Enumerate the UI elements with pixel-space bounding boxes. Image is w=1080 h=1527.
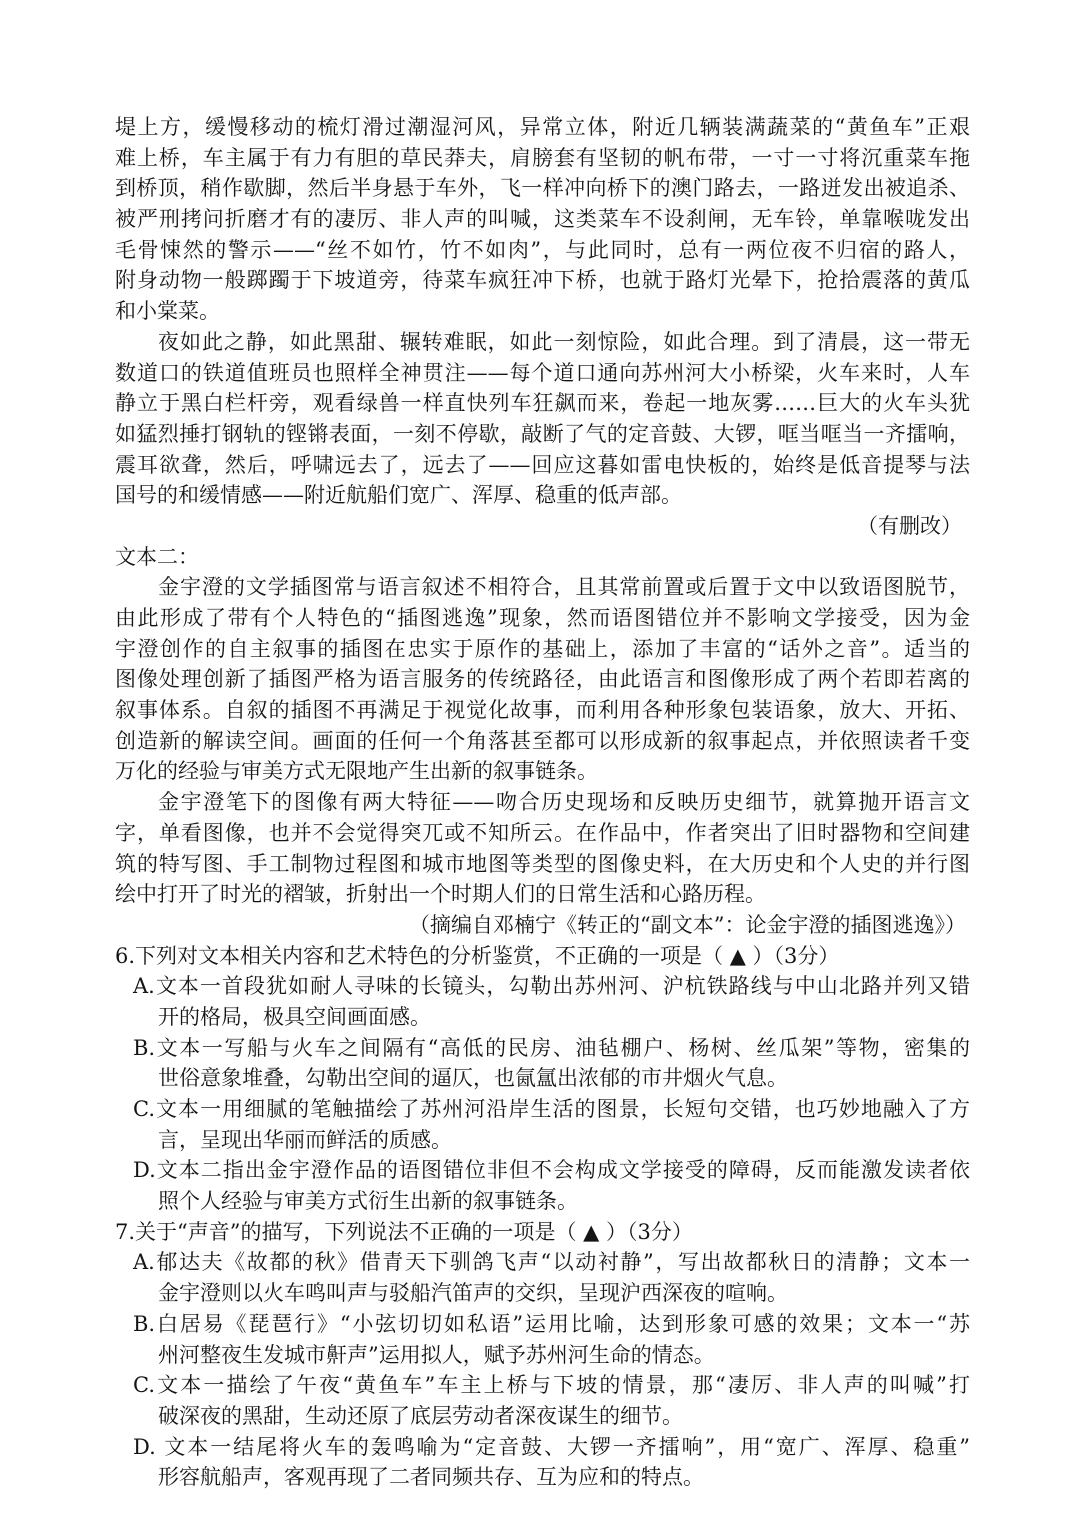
- text-line: 毛骨悚然的警示——“丝不如竹，竹不如肉”，与此同时，总有一两位夜不归宿的路人，: [115, 237, 970, 262]
- option-line: 开的格局，极具空间画面感。: [158, 1004, 431, 1029]
- option-a[interactable]: [115, 971, 970, 1032]
- option-line: 世俗意象堆叠，勾勒出空间的逼仄，也氤氲出浓郁的市井烟火气息。: [158, 1066, 788, 1091]
- option-line: B.白居易《琵琶行》“小弦切切如私语”运用比喻，达到形象可感的效果；文本一“苏: [133, 1311, 970, 1336]
- text-line: 和小棠菜。: [115, 299, 220, 324]
- text-line: 附身动物一般踯躅于下坡道旁，待菜车疯狂冲下桥，也就于路灯光晕下，抢拾震落的黄瓜: [115, 268, 970, 293]
- option-line: 州河整夜生发城市鼾声”运用拟人，赋予苏州河生命的情态。: [158, 1342, 715, 1367]
- option-line: 形容航船声，客观再现了二者同频共存、互为应和的特点。: [158, 1465, 704, 1490]
- text-one-paragraph-1: [115, 112, 970, 327]
- abridged-note: （有删改）: [857, 513, 962, 538]
- option-c[interactable]: [115, 1370, 970, 1431]
- text-line: 到桥顶，稍作歇脚，然后半身悬于车外，飞一样冲向桥下的澳门路去，一路迸发出被追杀、: [115, 176, 970, 201]
- option-d[interactable]: [115, 1432, 970, 1493]
- text-line: 创造新的解读空间。画面的任何一个角落甚至都可以形成新的叙事起点，并依照读者千变: [115, 728, 970, 753]
- text-line: 字，单看图像，也并不会觉得突兀或不知所云。在作品中，作者突出了旧时器物和空间建: [115, 820, 970, 845]
- text-line: 筑的特写图、手工制物过程图和城市地图等类型的图像史料，在大历史和个人史的并行图: [115, 851, 970, 876]
- text-line: 被严刑拷问折磨才有的凄厉、非人声的叫喊，这类菜车不设刹闸，无车铃，单靠喉咙发出: [115, 207, 970, 232]
- option-d[interactable]: [115, 1155, 970, 1216]
- text-two-paragraph-2: [115, 787, 970, 910]
- text-two-heading: 文本二：: [115, 544, 199, 569]
- text-line: 国号的和缓情感——附近航船们宽广、浑厚、稳重的低声部。: [115, 483, 682, 508]
- text-line: 宇澄创作的自主叙事的插图在忠实于原作的基础上，添加了丰富的“话外之音”。适当的: [115, 636, 970, 661]
- text-line: 万化的经验与审美方式无限地产生出新的叙事链条。: [115, 759, 598, 784]
- option-line: D.文本二指出金宇澄作品的语图错位非但不会构成文学接受的障碍，反而能激发读者依: [133, 1158, 970, 1183]
- text-line: 数道口的铁道值班员也照样全神贯注——每个道口通向苏州河大小桥梁，火车来时，人车: [115, 360, 970, 385]
- option-line: A.郁达夫《故都的秋》借青天下驯鸽飞声“以动衬静”，写出故都秋日的清静；文本一: [133, 1250, 970, 1275]
- text-line: 堤上方，缓慢移动的梳灯滑过潮湿河风，异常立体，附近几辆装满蔬菜的“黄鱼车”正艰: [115, 115, 970, 139]
- question-stem: 7.关于“声音”的描写，下列说法不正确的一项是（ ▲ ）（3分）: [115, 1219, 693, 1244]
- question-stem: 6.下列对文本相关内容和艺术特色的分析鉴赏，不正确的一项是（ ▲ ）（3分）: [115, 943, 840, 968]
- option-a[interactable]: [115, 1247, 970, 1308]
- option-line: 照个人经验与审美方式衍生出新的叙事链条。: [158, 1189, 578, 1214]
- text-line: 震耳欲聋，然后，呼啸远去了，远去了——回应这暮如雷电快板的，始终是低音提琴与法: [115, 452, 970, 477]
- exam-page: [115, 112, 970, 1493]
- text-line: 难上桥，车主属于有力有胆的草民莽夫，肩膀套有坚韧的帆布带，一寸一寸将沉重菜车拖: [115, 145, 970, 170]
- option-line: 言，呈现出华丽而鲜活的质感。: [158, 1127, 452, 1152]
- option-line: C.文本一用细腻的笔触描绘了苏州河沿岸生活的图景，长短句交错，也巧妙地融入了方: [133, 1097, 970, 1121]
- text-one-paragraph-2: [115, 327, 970, 511]
- text-line: 图像处理创新了插图严格为语言服务的传统路径，由此语言和图像形成了两个若即若离的: [115, 667, 970, 692]
- option-b[interactable]: [115, 1033, 970, 1094]
- option-line: B.文本一写船与火车之间隔有“高低的民房、油毡棚户、杨树、丝瓜架”等物，密集的: [133, 1035, 970, 1060]
- option-line: D. 文本一结尾将火车的轰鸣喻为“定音鼓、大锣一齐擂响”，用“宽广、浑厚、稳重”: [133, 1434, 970, 1459]
- text-two-paragraph-1: [115, 572, 970, 787]
- option-line: 破深夜的黑甜，生动还原了底层劳动者深夜谋生的细节。: [158, 1403, 683, 1428]
- option-line: A.文本一首段犹如耐人寻味的长镜头，勾勒出苏州河、沪杭铁路线与中山北路并列又错: [133, 974, 970, 999]
- option-line: C.文本一描绘了午夜“黄鱼车”车主上桥与下坡的情景，那“凄厉、非人声的叫喊”打: [133, 1373, 970, 1398]
- text-line: 金宇澄笔下的图像有两大特征——吻合历史现场和反映历史细节，就算抛开语言文: [158, 790, 970, 815]
- question-7: [115, 1217, 970, 1493]
- text-line: 如猛烈捶打钢轨的铿锵表面，一刻不停歇，敲断了气的定音鼓、大锣，哐当哐当一齐擂响，: [115, 421, 970, 446]
- source-citation: （摘编自邓楠宁《转正的“副文本”：论金宇澄的插图逃逸》）: [409, 912, 966, 937]
- text-line: 静立于黑白栏杆旁，观看绿兽一样直快列车狂飙而来，卷起一地灰雾……巨大的火车头犹: [115, 391, 970, 416]
- text-line: 金宇澄的文学插图常与语言叙述不相符合，且其常前置或后置于文中以致语图脱节，: [158, 575, 970, 600]
- option-line: 金宇澄则以火车鸣叫声与驳船汽笛声的交织，呈现沪西深夜的喧响。: [158, 1281, 788, 1306]
- option-c[interactable]: [115, 1094, 970, 1155]
- question-6: [115, 941, 970, 1217]
- option-b[interactable]: [115, 1309, 970, 1370]
- text-line: 夜如此之静，如此黑甜、辗转难眠，如此一刻惊险，如此合理。到了清晨，这一带无: [158, 329, 970, 354]
- text-line: 叙事体系。自叙的插图不再满足于视觉化故事，而利用各种形象包装语象，放大、开拓、: [115, 698, 970, 723]
- text-line: 绘中打开了时光的褶皱，折射出一个时期人们的日常生活和心路历程。: [115, 882, 766, 907]
- text-line: 由此形成了带有个人特色的“插图逃逸”现象，然而语图错位并不影响文学接受，因为金: [115, 606, 970, 630]
